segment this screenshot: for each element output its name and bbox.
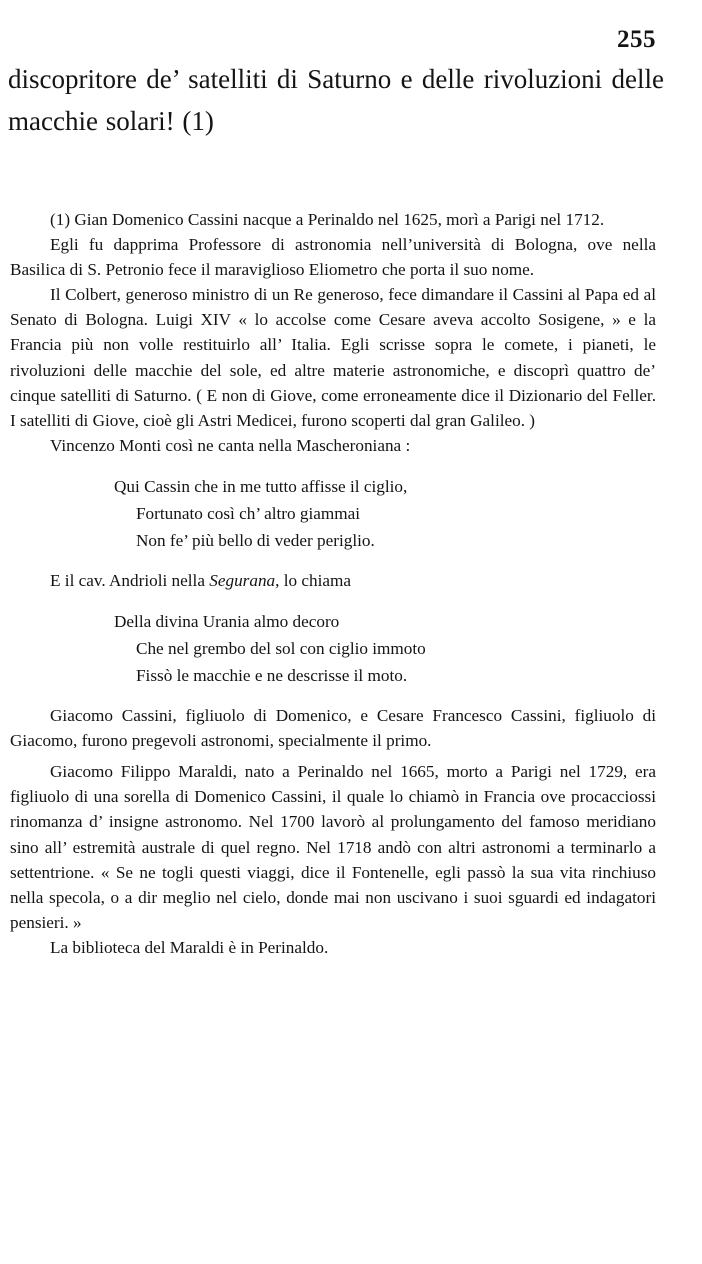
verse-line: Fortunato così ch’ altro giammai xyxy=(136,503,361,523)
verse-line: Che nel grembo del sol con ciglio immoto xyxy=(136,639,426,659)
footnote-paragraph: La biblioteca del Maraldi è in Perinaldo. xyxy=(50,937,329,957)
footnote-paragraph: (1) Gian Domenico Cassini nacque a Perinaldo nel 1625, morì a Parigi nel 1712. xyxy=(50,210,605,229)
footnotes xyxy=(10,207,656,960)
footnote-paragraph: Giacomo Cassini, figliuolo di Domenico, e Cesare Francesco Cassini, figliuolo di Giacomo, furono pregevoli astronomi, specialmente il primo. xyxy=(10,706,656,751)
footnote-paragraph xyxy=(10,568,656,593)
verse-line: Qui Cassin che in me tutto affisse il ciglio, xyxy=(114,476,408,496)
main-text-paragraph: discopritore de’ satelliti di Saturno e delle rivoluzioni delle macchie solari! (1) xyxy=(8,64,664,136)
footnote-text: , lo chiama xyxy=(275,570,352,590)
footnote-paragraph: Egli fu dapprima Professore di astronomia nell’università di Bologna, ove nella Basilica di S. Petronio fece il maraviglioso Eliometro che porta il suo nome. xyxy=(10,235,656,280)
verse-line: Della divina Urania almo decoro xyxy=(114,612,340,632)
footnote-paragraph: Vincenzo Monti così ne canta nella Mascheroniana : xyxy=(50,435,411,455)
verse-line: Fissò le macchie e ne descrisse il moto. xyxy=(136,666,408,686)
work-title: Segurana xyxy=(209,570,276,590)
verse-line: Non fe’ più bello di veder periglio. xyxy=(136,530,375,550)
verse-block xyxy=(114,608,656,689)
footnote-paragraph: Giacomo Filippo Maraldi, nato a Perinaldo nel 1665, morto a Parigi nel 1729, era figliuolo di una sorella di Domenico Cassini, il quale lo chiamò in Francia ove procacciossi rinomanza d’ insigne astronomo. Nel 1700 lavorò al prolungamento del famoso meridiano sino all’ estremità australe di quel regno. Nel 1718 andò con altri astronomi a terminarlo a settentrione. « Se ne togli questi viaggi, dice il Fontenelle, egli passò la sua vita rinchiuso nella specola, o a dir meglio nel cielo, donde mai non uscivano i suoi sguardi ed indagatori pensieri. » xyxy=(10,762,656,932)
footnote-text: E il cav. Andrioli nella xyxy=(50,570,210,590)
verse-block xyxy=(114,473,656,554)
page-number: 255 xyxy=(617,26,656,53)
footnote-paragraph: Il Colbert, generoso ministro di un Re generoso, fece dimandare il Cassini al Papa ed al Senato di Bologna. Luigi XIV « lo accolse come Cesare aveva accolto Sosigene, » e la Francia più non volle restituirlo all’ Italia. Egli scrisse sopra le comete, i pianeti, le rivoluzioni delle macchie del sole, ed altre materie astronomiche, e discoprì quattro de’ cinque satelliti di Saturno. ( E non di Giove, come erroneamente dice il Dizionario del Feller. I satelliti di Giove, cioè gli Astri Medicei, furono scoperti dal gran Galileo. ) xyxy=(10,285,656,430)
